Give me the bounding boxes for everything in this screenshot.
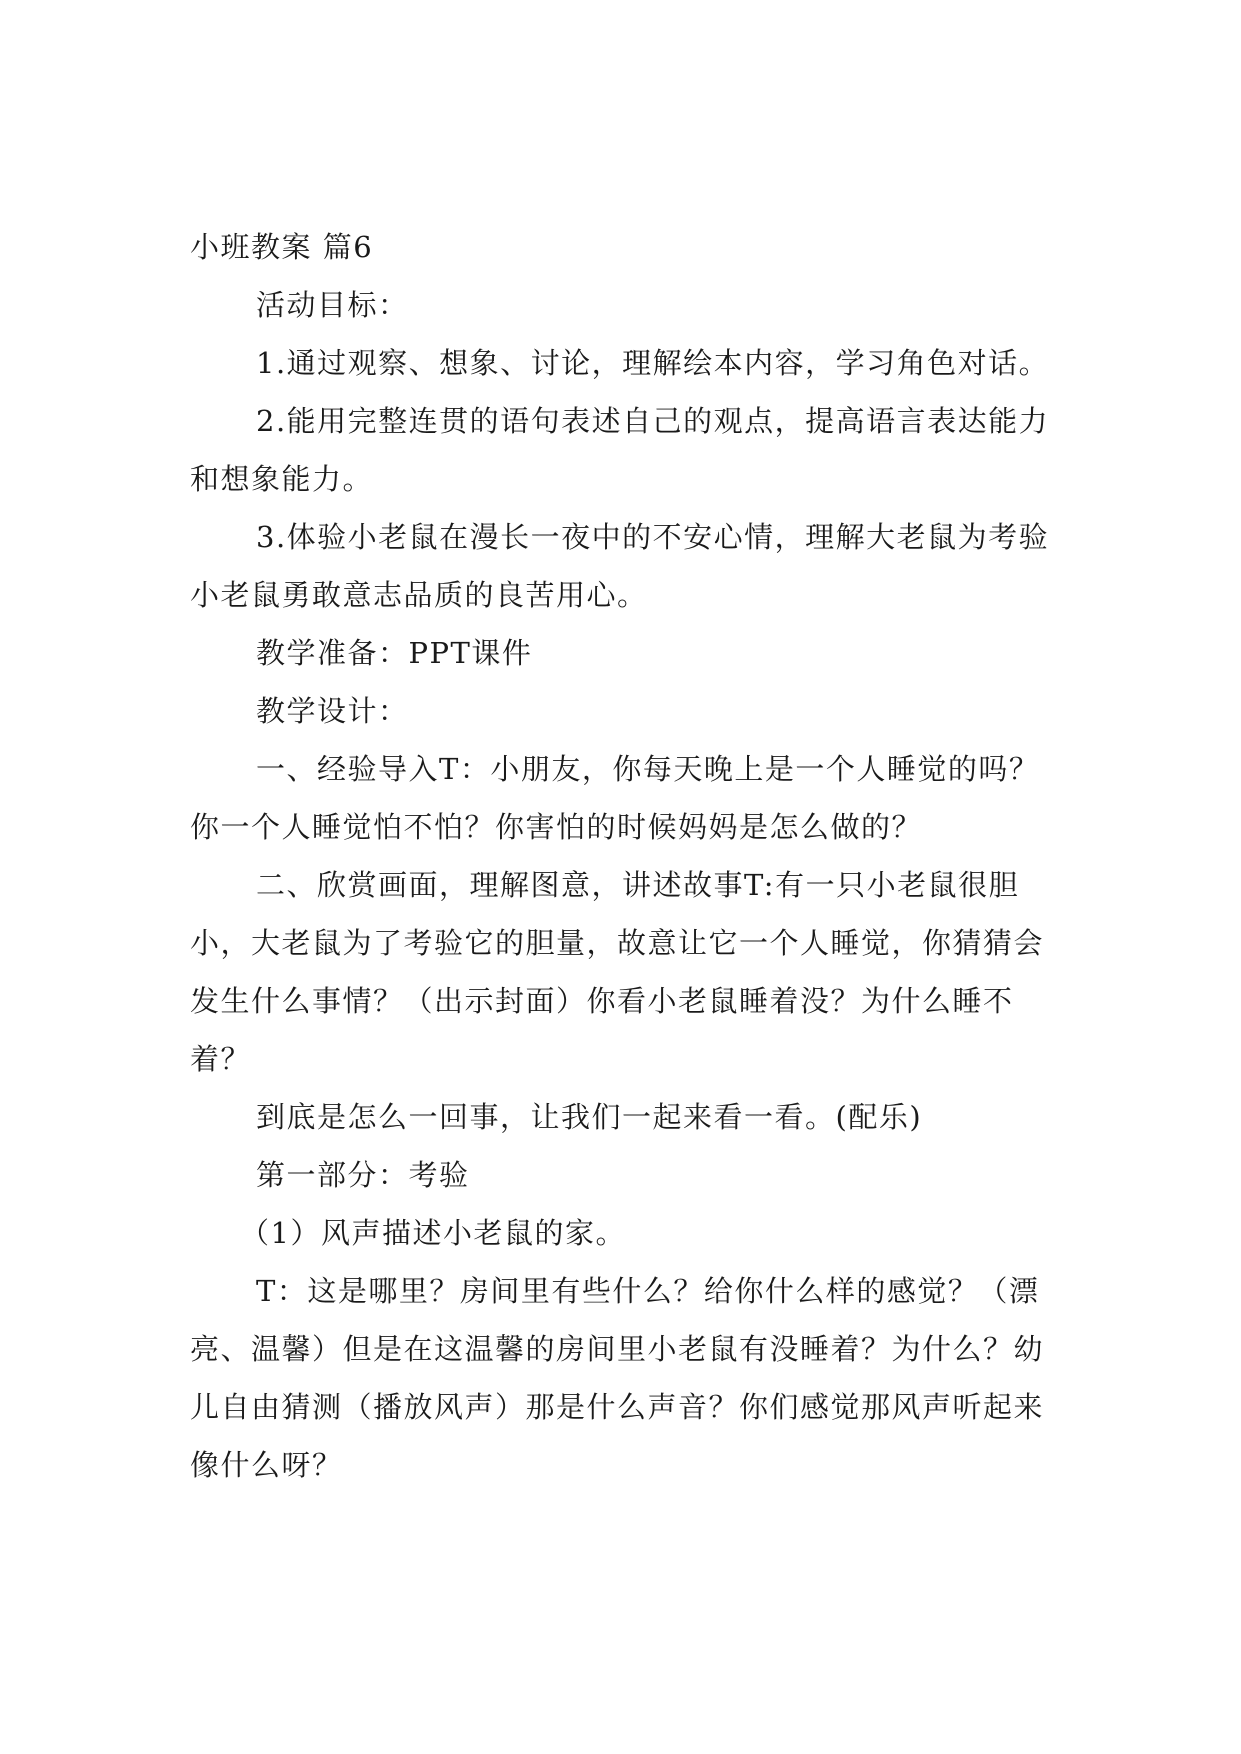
design-heading: 教学设计： xyxy=(256,694,409,728)
goal-2: 2.能用完整连贯的语句表述自己的观点，提高语言表达能力和想象能力。 xyxy=(190,404,1050,496)
teaching-preparation: 教学准备：PPT课件 xyxy=(256,636,533,670)
goal-1: 1.通过观察、想象、讨论，理解绘本内容，学习角色对话。 xyxy=(256,346,1050,380)
goals-heading: 活动目标： xyxy=(256,288,409,322)
step-2-paragraph: 二、欣赏画面，理解图意，讲述故事T:有一只小老鼠很胆小，大老鼠为了考验它的胆量，故意让它一个人睡觉，你猜猜会发生什么事情？（出示封面）你看小老鼠睡着没？为什么睡不着？ xyxy=(190,868,1045,1076)
step-1-paragraph: 一、经验导入T：小朋友，你每天晚上是一个人睡觉的吗？你一个人睡觉怕不怕？你害怕的时候妈妈是怎么做的？ xyxy=(190,752,1040,844)
part-1-question: T：这是哪里？房间里有些什么？给你什么样的感觉？（漂亮、温馨）但是在这温馨的房间里小老鼠有没睡着？为什么？幼儿自由猜测（播放风声）那是什么声音？你们感觉那风声听起来像什么呀？ xyxy=(190,1274,1045,1482)
document-body xyxy=(190,218,1060,1494)
part-1-heading: 第一部分：考验 xyxy=(256,1158,470,1192)
step-2-continuation: 到底是怎么一回事，让我们一起来看一看。(配乐) xyxy=(256,1100,923,1134)
document-title: 小班教案 篇6 xyxy=(190,230,374,264)
part-1-item-1: （1）风声描述小老鼠的家。 xyxy=(240,1216,626,1250)
goal-3: 3.体验小老鼠在漫长一夜中的不安心情，理解大老鼠为考验小老鼠勇敢意志品质的良苦用心。 xyxy=(190,520,1050,612)
